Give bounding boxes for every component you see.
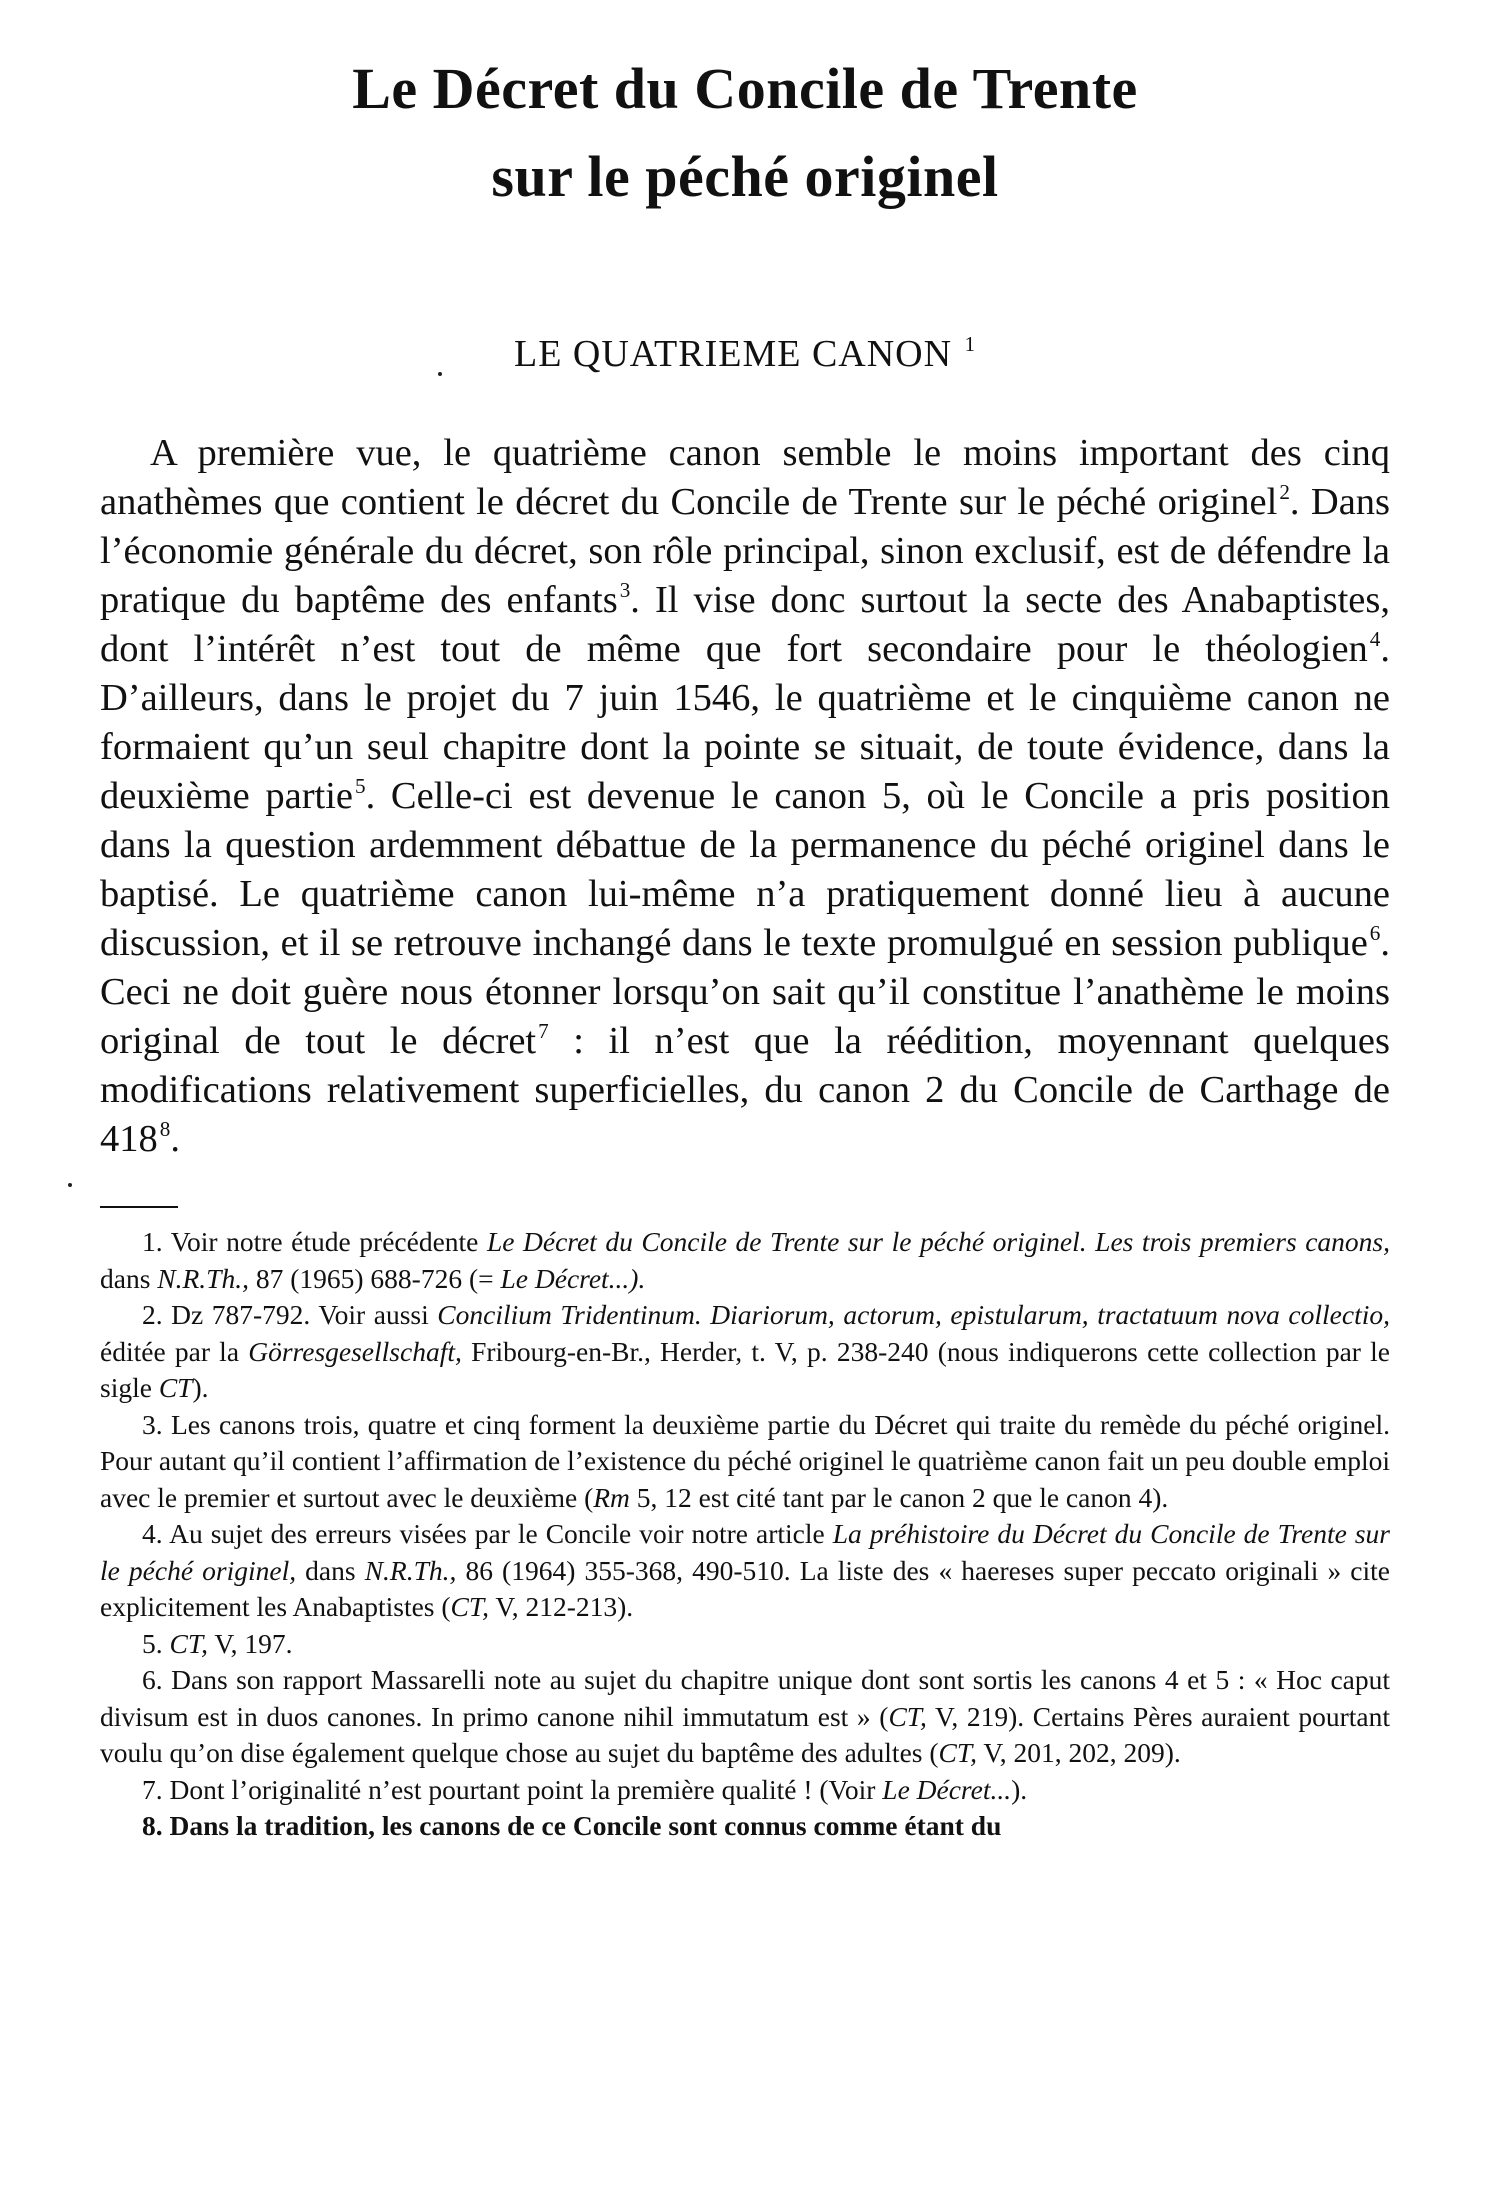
footnote-divider: [100, 1206, 178, 1208]
footnote-ref[interactable]: 8: [159, 1117, 171, 1142]
footnote-citation-italic: La préhistoire du Décret du Concile de Trente sur le péché originel,: [100, 1518, 1390, 1586]
footnote-ref[interactable]: 3: [619, 578, 631, 603]
footnote-citation-italic: Le Décret...: [882, 1773, 1012, 1805]
footnote-text: 86 (1964) 355-368, 490-510. La liste des « haereses super peccato originali » cite explicitement les Anabaptistes (: [100, 1554, 1390, 1622]
body-text-run: . Ceci ne doit guère nous étonner lorsqu’on sait qu’il constitue l’anathème le moins original de tout le décret: [100, 922, 1390, 1062]
footnote-text: 2. Dz 787-792. Voir aussi: [142, 1299, 438, 1330]
footnote-text: éditée par la: [100, 1335, 249, 1367]
margin-mark: [438, 372, 442, 376]
footnote-text: ).: [1011, 1773, 1028, 1805]
footnote: [100, 1626, 1390, 1663]
body-text-run: A première vue, le quatrième canon semble le moins important des cinq anathèmes que contient le décret du Concile de Trente sur le péché originel: [100, 432, 1390, 523]
body-text-run: . Il vise donc surtout la secte des Anabaptistes, dont l’intérêt n’est tout de même que fort secondaire pour le théologien: [100, 579, 1390, 670]
body-text-run: . Celle-ci est devenue le canon 5, où le Concile a pris position dans la question ardemment débattue de la permanence du péché originel dans le baptisé. Le quatrième canon lui-même n’a pratiquement donné lieu à aucune discussion, et il se retrouve inchangé dans le texte promulgué en session publique: [100, 775, 1390, 964]
footnote-ref[interactable]: 6: [1369, 921, 1381, 946]
footnote-citation-italic: CT,: [169, 1627, 208, 1659]
footnote-citation-italic: CT,: [450, 1591, 490, 1622]
footnote-citation-italic: Görresgesellschaft,: [248, 1335, 462, 1367]
footnote-text: 1. Voir notre étude précédente: [142, 1226, 487, 1257]
footnotes: [100, 1224, 1390, 1845]
footnote-ref[interactable]: 7: [538, 1019, 549, 1044]
body-paragraph: [100, 429, 1390, 1164]
footnote: [100, 1808, 1390, 1845]
footnote-ref[interactable]: 4: [1369, 627, 1381, 652]
footnote-text: Fribourg-en-Br., Herder, t. V, p. 238-240 (nous indiquerons cette collection par le sigle: [100, 1335, 1390, 1403]
footnote-ref[interactable]: 5: [355, 774, 366, 799]
footnote: [100, 1297, 1390, 1407]
body-text-run: : il n’est que la réédition, moyennant quelques modifications relativement superficielles, du canon 2 du Concile de Carthage de 418: [100, 1020, 1390, 1160]
body-text-run: .: [170, 1118, 180, 1160]
title-line-2: sur le péché originel: [491, 144, 999, 209]
footnote-citation-italic: CT: [158, 1372, 193, 1403]
footnote-text: V, 197.: [207, 1627, 293, 1659]
footnote-text: 7. Dont l’originalité n’est pourtant point la première qualité ! (Voir: [142, 1773, 883, 1805]
footnote-text: 3. Les canons trois, quatre et cinq forment la deuxième partie du Décret qui traite du remède du péché originel. Pour autant qu’il contient l’affirmation de l’existence du péché originel le quatrième canon fait un peu double emploi avec le premier et surtout avec le deuxième (: [100, 1408, 1390, 1513]
footnote-citation-italic: Le Décret du Concile de Trente sur le péché originel. Les trois premiers canons,: [486, 1226, 1390, 1257]
footnote-text: 5.: [142, 1627, 170, 1659]
section-heading: [100, 329, 1390, 379]
footnote-ref[interactable]: 1: [964, 332, 977, 357]
footnote-text: V, 201, 202, 209).: [977, 1737, 1181, 1768]
footnote: [100, 1662, 1390, 1772]
footnote-citation-italic: CT,: [938, 1737, 977, 1768]
footnote-text: 87 (1965) 688-726 (=: [248, 1262, 501, 1294]
body-text-run: . D’ailleurs, dans le projet du 7 juin 1546, le quatrième et le cinquième canon ne formaient qu’un seul chapitre dont la pointe se situait, de toute évidence, dans la deuxième partie: [100, 628, 1390, 817]
footnote: [100, 1516, 1390, 1626]
footnote-text: 4. Au sujet des erreurs visées par le Concile voir notre article: [142, 1518, 833, 1549]
footnote-text: 8. Dans la tradition, les canons de ce Concile sont connus comme étant du: [142, 1810, 1002, 1841]
footnote-citation-italic: CT,: [888, 1700, 927, 1732]
footnote-ref[interactable]: 2: [1279, 480, 1290, 505]
footnote-text: dans: [100, 1262, 158, 1294]
section-heading-text: LE QUATRIEME CANON: [513, 333, 953, 375]
footnote-citation-italic: Concilium Tridentinum. Diariorum, actorum, epistularum, tractatuum nova collectio,: [437, 1299, 1390, 1330]
body-text-run: . Dans l’économie générale du décret, son rôle principal, sinon exclusif, est de défendre la pratique du baptême des enfants: [100, 481, 1391, 621]
footnote-citation-italic: N.R.Th.,: [157, 1262, 249, 1294]
title-line-1: Le Décret du Concile de Trente: [352, 56, 1138, 121]
footnote: [100, 1772, 1390, 1809]
footnote-citation-italic: N.R.Th.,: [364, 1554, 457, 1586]
page: [100, 45, 1390, 1845]
footnote-text: V, 212-213).: [489, 1591, 634, 1622]
footnote-text: V, 219). Certains Pères auraient pourtant voulu qu’on dise également quelque chose au sujet du baptême des adultes (: [100, 1700, 1390, 1768]
footnote-text: 6. Dans son rapport Massarelli note au sujet du chapitre unique dont sont sortis les canons 4 et 5 : « Hoc caput divisum est in duos canones. In primo canone nihil immutatum est » (: [100, 1664, 1390, 1732]
article-title: [100, 45, 1390, 221]
footnote-citation-italic: Le Décret...).: [500, 1262, 646, 1294]
footnote: [100, 1407, 1390, 1517]
margin-mark: [68, 1183, 72, 1187]
footnote-text: ).: [192, 1372, 209, 1403]
footnote-citation-italic: Rm: [593, 1481, 630, 1513]
footnote: [100, 1224, 1390, 1297]
footnote-text: dans: [296, 1554, 365, 1586]
footnote-text: 5, 12 est cité tant par le canon 2 que le canon 4).: [629, 1481, 1169, 1513]
